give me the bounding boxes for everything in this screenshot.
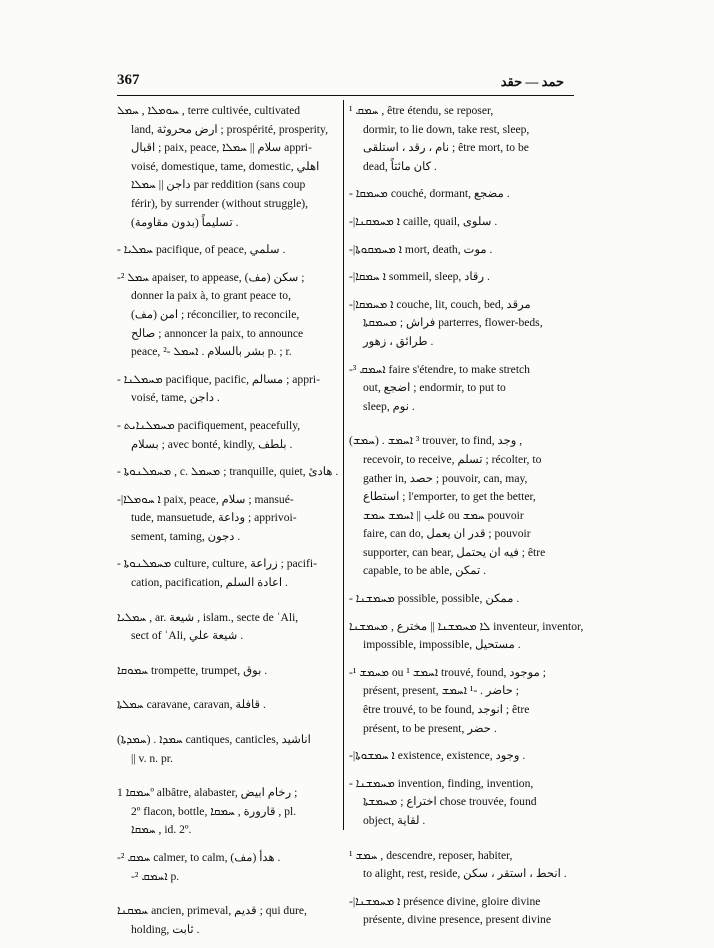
dictionary-entry: [349, 361, 574, 417]
dictionary-entry: [117, 417, 337, 454]
dictionary-entry: [117, 102, 337, 232]
entry-line: || v. n. pr.: [131, 751, 173, 765]
entry-line: ¹ ܚܡܩ , être étendu, se reposer,: [349, 104, 494, 117]
dictionary-entry: [349, 296, 574, 352]
entry-line: -² ܚܡܠ apaiser, to appease, سكن (مف) ;: [117, 270, 305, 284]
entry-line: dormir, to lie down, take rest, sleep,: [363, 122, 530, 136]
dictionary-entry: [117, 662, 337, 681]
dictionary-entry: [117, 784, 337, 840]
dictionary-entry: [117, 849, 337, 886]
dictionary-entry: [349, 102, 574, 176]
entry-line: donner la paix à, to grant peace to,: [131, 289, 291, 303]
entry-line: sement, taming, دجون .: [131, 529, 241, 543]
dictionary-entry: [349, 432, 574, 581]
page-header: [0, 72, 714, 96]
entry-line: غلب || ܐܚܡܫ ܚܡܫ ou ܚܡܫ pouvoir: [363, 508, 524, 522]
entry-line: férir), by surrender (without struggle),: [131, 196, 309, 210]
entry-line: présente, divine presence, present divine: [363, 913, 552, 927]
entry-line: -|ܐ ܡܚܡܫܢܐ présence divine, gloire divine: [349, 894, 541, 908]
entry-line: نام ، رقد ، استلقى ; être mort, to be: [363, 141, 529, 155]
entry-line: être trouvé, to be found, انوجد ; être: [363, 703, 530, 717]
entry-line: sect of ʿAli, شيعة علي .: [131, 629, 244, 643]
entry-line: capable, to be able, تمكن .: [363, 564, 487, 578]
entry-line: - ܡܚܡܠܢܐ pacifique, pacific, مسالم ; appri-: [117, 372, 320, 386]
entry-line: -³ ܐܚܡܩ faire s'étendre, to make stretch: [349, 362, 530, 376]
entry-line: صالح ; annoncer la paix, to announce: [131, 326, 304, 340]
header-rule: [117, 95, 574, 96]
entry-line: faire, can do, قدر ان يعمل ; pouvoir: [363, 527, 531, 541]
dictionary-entry: [349, 775, 574, 831]
entry-line: to alight, rest, reside, انحط ، استقر ، سكن .: [363, 867, 567, 881]
entry-line: داجن || ܚܡܠܐ par reddition (sans coup: [131, 178, 306, 192]
entry-line: اختراع ; ܡܚܡܫܬܐ chose trouvée, found: [363, 795, 537, 809]
entry-line: recevoir, to receive, تسلم ; récolter, to: [363, 452, 542, 466]
right-column: [349, 102, 584, 939]
entry-line: ܚܡܩܐ , id. 2º.: [131, 823, 192, 837]
entry-line: dead, كان مائتاً .: [363, 159, 437, 173]
entry-line: impossible, impossible, مستحيل .: [363, 638, 521, 652]
entry-line: - ܡܚܡܠܢܘܬܐ , c. ܡܚܡܠ ; tranquille, quiet, هادئ .: [117, 465, 339, 479]
dictionary-entry: [117, 902, 337, 939]
entry-line: (ܚܡܕܬܐ) . ܚܡܕܐ cantiques, canticles, اناشيد: [117, 733, 311, 747]
dictionary-entry: [117, 491, 337, 547]
entry-line: - ܡܚܡܠܢܐܝܬ pacifiquement, peacefully,: [117, 418, 301, 432]
entry-line: voisé, tame, داجن .: [131, 391, 220, 405]
dictionary-entry: [117, 269, 337, 362]
entry-line: présent, to be present, حضر .: [363, 721, 497, 735]
column-divider: [343, 100, 344, 830]
entry-line: -|ܐ ܡܚܡܩܐ couche, lit, couch, bed, مرقد: [349, 297, 531, 311]
dictionary-entry: [117, 609, 337, 646]
dictionary-entry: [349, 185, 574, 204]
entry-line: sleep, نوم .: [363, 399, 415, 413]
entry-line: land, ارض محروثة ; prospérité, prosperity,: [131, 122, 328, 136]
entry-line: -|ܐ ܚܡܫܘܬܐ existence, existence, وجود .: [349, 749, 526, 763]
entry-line: ܚܡܩܢܐ ancien, primeval, قديم ; qui dure,: [117, 904, 307, 918]
entry-line: -¹ ܡܚܡܫ ou ¹ ܐܚܡܫ trouvé, found, موجود ;: [349, 665, 546, 679]
dictionary-entry: [349, 213, 574, 232]
entry-line: فراش ; ܡܚܡܩܬܐ parterres, flower-beds,: [363, 316, 543, 330]
entry-line: ܚܡܠܬܐ caravane, caravan, قافلة .: [117, 698, 266, 712]
dictionary-entry: [349, 893, 574, 930]
entry-line: - ܡܚܡܫܢܐ invention, finding, invention,: [349, 776, 534, 790]
dictionary-entry: [349, 747, 574, 766]
dictionary-entry: [349, 241, 574, 260]
entry-line: object, لقاية .: [363, 814, 426, 827]
dictionary-entry: [349, 590, 574, 609]
dictionary-entry: [117, 696, 337, 715]
dictionary-entry: [349, 847, 574, 884]
entry-line: -|ܐ ܡܚܡܩܢܐ caille, quail, سلوى .: [349, 214, 498, 228]
page-number: 367: [117, 72, 140, 88]
entry-line: (بدون مقاومة) تسليماً .: [131, 215, 239, 229]
entry-line: - ܚܡܠܝܐ pacifique, of peace, سلمي .: [117, 243, 286, 257]
dictionary-entry: [349, 618, 584, 655]
entry-line: - ܡܚܡܫܢܐ possible, possible, ممكن .: [349, 592, 520, 606]
dictionary-entry: [349, 664, 574, 738]
entry-line: voisé, domestique, tame, domestic, اهلي: [131, 159, 320, 173]
entry-line: ¹ ܚܡܫ , descendre, reposer, habiter,: [349, 848, 513, 862]
dictionary-entry: [117, 371, 337, 408]
entry-line: طرائق ، زهور .: [363, 334, 434, 348]
entry-line: -² ܚܡܩ calmer, to calm, هدأ (مف) .: [117, 851, 281, 864]
entry-line: ܚܡܠܝܐ , ar. شيعة , islam., secte de ʿAli,: [117, 610, 299, 624]
entry-line: gather in, حصد ; pouvoir, can, may,: [363, 471, 528, 485]
entry-line: out, اضجع ; endormir, to put to: [363, 381, 506, 395]
dictionary-entry: [117, 463, 337, 482]
entry-line: supporter, can bear, فيه ان يحتمل ; être: [363, 545, 546, 559]
left-column: [117, 102, 337, 948]
dictionary-entry: [117, 555, 337, 592]
entry-line: holding, ثابت .: [131, 922, 200, 936]
entry-line: ܚܡܩܐ 1º albâtre, alabaster, رخام ابيض ;: [117, 786, 298, 800]
entry-line: 2º flacon, bottle, قارورة , ܚܡܩܐ , pl.: [131, 804, 297, 818]
entry-line: (ܚܡܫ) . ³ ܐܚܡܫ trouver, to find, وجد ,: [349, 434, 523, 448]
entry-line: اقبال ; paix, peace, سلام || ܚܡܠܐ appri-: [131, 141, 312, 155]
entry-line: بسلام ; avec bonté, kindly, بلطف .: [131, 437, 293, 451]
entry-line: -² ܐܚܡܩ p.: [131, 869, 180, 883]
entry-line: امن (مف) ; réconcilier, to reconcile,: [131, 307, 300, 321]
running-head: حمد — حقد: [500, 74, 564, 89]
entry-line: ܠܐ ܡܚܡܫܢܐ || مخترع , ܡܚܡܫܢܐ inventeur, inventor,: [349, 619, 584, 633]
entry-line: ܚܡܘܩܐ trompette, trumpet, بوق .: [117, 663, 268, 677]
entry-line: -|ܐ ܚܘܡܠܐ paix, peace, سلام ; mansué-: [117, 492, 294, 506]
entry-line: - ܡܚܡܠܢܘܬܐ culture, culture, زراعة ; pacifi-: [117, 557, 317, 571]
entry-line: peace, بشر بالسلام . ܐܚܡܠ -² p. ; r.: [131, 345, 292, 359]
entry-line: ܚܘܡܠܐ , ܚܡܠ , terre cultivée, cultivated: [117, 104, 301, 117]
entry-line: présent, present, حاضر . -¹ ܐܚܡܫ ;: [363, 684, 519, 698]
entry-line: استطاع ; l'emporter, to get the better,: [363, 490, 536, 504]
entry-line: -|ܐ ܚܡܩܐ sommeil, sleep, رقاد .: [349, 270, 490, 284]
entry-line: -|ܐ ܡܚܡܩܘܬܐ mort, death, موت .: [349, 242, 493, 256]
dictionary-entry: [117, 241, 337, 260]
entry-line: tude, mansuetude, وداعة ; apprivoi-: [131, 511, 297, 525]
dictionary-entry: [117, 731, 337, 768]
dictionary-entry: [349, 268, 574, 287]
entry-line: - ܡܚܡܩܐ couché, dormant, مضجع .: [349, 187, 510, 201]
entry-line: cation, pacification, اعادة السلم .: [131, 576, 288, 590]
